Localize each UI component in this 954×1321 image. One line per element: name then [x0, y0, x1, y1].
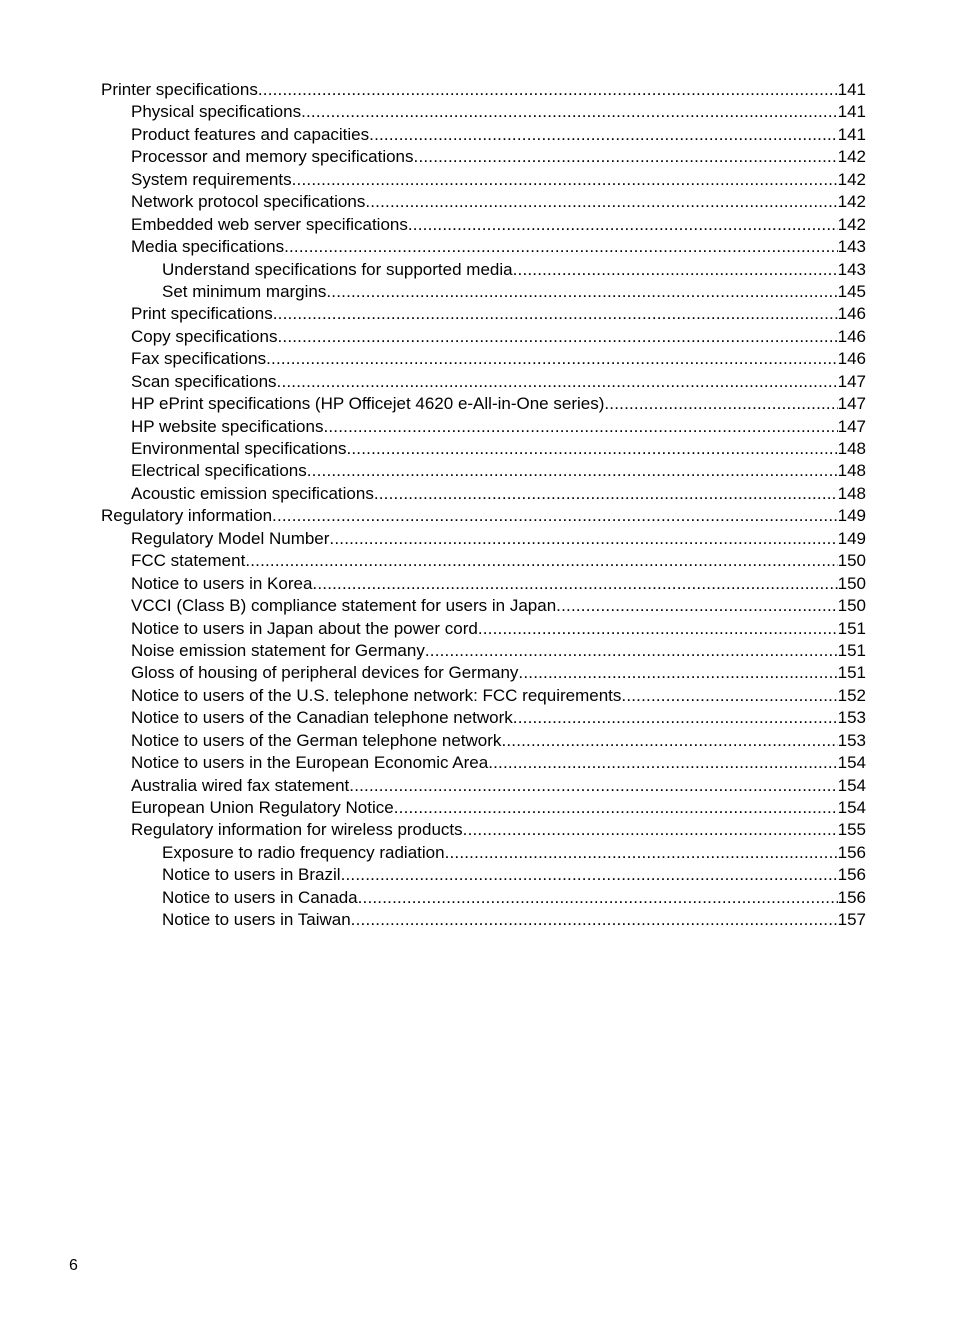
dot-leader	[478, 618, 838, 640]
dot-leader	[323, 416, 837, 438]
toc-entry-title: Physical specifications	[131, 102, 302, 122]
toc-entry-page: 142	[837, 214, 866, 234]
dot-leader	[518, 662, 837, 684]
dot-leader	[307, 460, 838, 482]
toc-entry-title: Notice to users of the German telephone network	[131, 730, 502, 750]
toc-entry-page: 154	[837, 798, 866, 817]
toc-entry[interactable]	[101, 79, 866, 101]
toc-entry-title: Product features and capacities	[131, 124, 370, 144]
dot-leader	[513, 259, 838, 281]
dot-leader	[272, 505, 838, 527]
toc-entry-title: Acoustic emission specifications	[131, 483, 374, 503]
toc-entry[interactable]	[101, 550, 866, 572]
toc-entry-title: Exposure to radio frequency radiation	[162, 842, 445, 862]
dot-leader	[621, 685, 837, 707]
toc-entry[interactable]	[101, 685, 866, 707]
toc-entry[interactable]	[101, 595, 866, 617]
toc-entry-page: 156	[837, 865, 866, 885]
toc-entry-page: 154	[837, 753, 866, 773]
toc-entry[interactable]	[101, 416, 866, 438]
toc-entry-title: Notice to users in Canada	[162, 887, 358, 907]
toc-entry[interactable]	[101, 371, 866, 393]
dot-leader	[374, 483, 838, 505]
toc-entry-title: Gloss of housing of peripheral devices for Germany	[131, 663, 519, 683]
toc-entry[interactable]	[101, 303, 866, 325]
dot-leader	[414, 146, 838, 168]
toc-entry-title: HP website specifications	[131, 416, 324, 436]
toc-entry-page: 151	[837, 618, 866, 638]
toc-entry-page: 141	[837, 102, 866, 122]
toc-entry[interactable]	[101, 438, 866, 460]
toc-entry-page: 150	[837, 596, 866, 616]
toc-entry[interactable]	[101, 797, 866, 819]
toc-entry-page: 142	[837, 192, 866, 212]
dot-leader	[301, 101, 838, 123]
toc-entry-title: HP ePrint specifications (HP Officejet 4620 e-All-in-One series)	[131, 394, 605, 414]
dot-leader	[408, 214, 838, 236]
toc-entry[interactable]	[101, 281, 866, 303]
toc-entry-page: 147	[837, 416, 866, 436]
dot-leader	[245, 550, 837, 572]
page-number: 6	[69, 1257, 78, 1274]
toc-entry[interactable]	[101, 146, 866, 168]
dot-leader	[445, 842, 838, 864]
toc-entry-title: Processor and memory specifications	[131, 147, 414, 167]
dot-leader	[284, 236, 838, 258]
toc-entry-title: Notice to users in Taiwan	[162, 910, 351, 930]
toc-entry[interactable]	[101, 819, 866, 841]
toc-entry-title: Copy specifications	[131, 326, 278, 346]
dot-leader	[358, 887, 838, 909]
toc-entry-page: 149	[837, 528, 866, 548]
toc-entry[interactable]	[101, 752, 866, 774]
toc-entry-title: Notice to users in the European Economic Area	[131, 753, 489, 773]
toc-entry-page: 143	[837, 237, 866, 257]
toc-entry-page: 153	[837, 730, 866, 750]
toc-entry[interactable]	[101, 842, 866, 864]
toc-entry-page: 148	[837, 439, 866, 458]
toc-entry-page: 150	[837, 573, 866, 593]
toc-entry[interactable]	[101, 618, 866, 640]
toc-entry-page: 152	[837, 685, 866, 705]
toc-entry-title: FCC statement	[131, 551, 246, 571]
toc-entry-page: 143	[837, 259, 866, 279]
toc-entry[interactable]	[101, 460, 866, 482]
toc-entry-title: Notice to users in Japan about the power cord	[131, 618, 478, 638]
toc-entry[interactable]	[101, 348, 866, 370]
toc-entry-title: Embedded web server specifications	[131, 214, 408, 234]
toc-entry-page: 146	[837, 349, 866, 369]
toc-entry-page: 147	[837, 394, 866, 414]
toc-entry-page: 155	[837, 820, 866, 840]
toc-entry-page: 148	[837, 461, 866, 481]
toc-entry-page: 141	[837, 80, 866, 99]
toc-entry[interactable]	[101, 730, 866, 752]
toc-entry-title: Printer specifications	[101, 80, 258, 99]
toc-entry[interactable]	[101, 909, 866, 931]
toc-entry-page: 150	[837, 551, 866, 571]
toc-entry[interactable]	[101, 505, 866, 527]
dot-leader	[351, 909, 838, 931]
toc-entry-title: Media specifications	[131, 237, 285, 257]
dot-leader	[463, 819, 838, 841]
dot-leader	[341, 864, 838, 886]
dot-leader	[365, 191, 837, 213]
table-of-contents	[101, 79, 866, 932]
toc-entry[interactable]	[101, 259, 866, 281]
toc-entry-page: 148	[837, 483, 866, 503]
toc-entry-title: Regulatory Model Number	[131, 528, 330, 548]
toc-entry-title: Notice to users of the U.S. telephone network: FCC requirements	[131, 685, 622, 705]
dot-leader	[556, 595, 837, 617]
toc-entry[interactable]	[101, 483, 866, 505]
toc-entry-page: 151	[837, 663, 866, 683]
toc-entry[interactable]	[101, 393, 866, 415]
toc-entry-title: Notice to users in Korea	[131, 573, 313, 593]
toc-entry-title: Regulatory information for wireless products	[131, 820, 463, 840]
toc-entry[interactable]	[101, 124, 866, 146]
dot-leader	[346, 438, 837, 460]
toc-entry-page: 154	[837, 775, 866, 795]
dot-leader	[425, 640, 838, 662]
toc-entry-page: 145	[837, 281, 866, 301]
dot-leader	[266, 348, 838, 370]
toc-entry[interactable]	[101, 169, 866, 191]
toc-entry-page: 157	[837, 910, 866, 930]
toc-entry-page: 146	[837, 304, 866, 324]
toc-entry[interactable]	[101, 101, 866, 123]
toc-entry[interactable]	[101, 775, 866, 797]
dot-leader	[369, 124, 837, 146]
toc-entry[interactable]	[101, 528, 866, 550]
toc-entry-page: 149	[837, 506, 866, 526]
dot-leader	[513, 707, 838, 729]
toc-entry[interactable]	[101, 864, 866, 886]
dot-leader	[349, 775, 837, 797]
toc-entry-title: Environmental specifications	[131, 439, 347, 458]
toc-entry[interactable]	[101, 887, 866, 909]
toc-entry-title: Set minimum margins	[162, 281, 327, 301]
toc-entry[interactable]	[101, 640, 866, 662]
toc-entry[interactable]	[101, 573, 866, 595]
toc-entry-title: Fax specifications	[131, 349, 267, 369]
toc-entry-page: 142	[837, 169, 866, 189]
toc-entry-title: System requirements	[131, 169, 292, 189]
toc-entry-title: Print specifications	[131, 304, 273, 324]
toc-entry-title: Scan specifications	[131, 371, 277, 391]
dot-leader	[329, 528, 837, 550]
toc-entry[interactable]	[101, 326, 866, 348]
toc-entry-page: 147	[837, 371, 866, 391]
toc-entry-title: Notice to users in Brazil	[162, 865, 341, 885]
toc-entry[interactable]	[101, 236, 866, 258]
dot-leader	[273, 303, 838, 325]
toc-entry-title: European Union Regulatory Notice	[131, 798, 394, 817]
toc-entry-title: Electrical specifications	[131, 461, 307, 481]
toc-entry-title: Understand specifications for supported media	[162, 259, 513, 279]
toc-entry[interactable]	[101, 214, 866, 236]
toc-entry-page: 156	[837, 842, 866, 862]
toc-entry-title: VCCI (Class B) compliance statement for users in Japan	[131, 596, 557, 616]
dot-leader	[258, 79, 838, 101]
toc-entry[interactable]	[101, 707, 866, 729]
toc-entry-page: 151	[837, 640, 866, 660]
toc-entry-page: 153	[837, 708, 866, 728]
toc-entry-page: 141	[837, 124, 866, 144]
toc-entry-title: Australia wired fax statement	[131, 775, 350, 795]
toc-entry-title: Network protocol specifications	[131, 192, 366, 212]
dot-leader	[277, 371, 838, 393]
toc-entry-page: 142	[837, 147, 866, 167]
toc-entry-title: Noise emission statement for Germany	[131, 640, 425, 660]
dot-leader	[277, 326, 837, 348]
dot-leader	[501, 730, 837, 752]
dot-leader	[394, 797, 838, 819]
dot-leader	[292, 169, 838, 191]
dot-leader	[312, 573, 837, 595]
dot-leader	[326, 281, 837, 303]
dot-leader	[488, 752, 837, 774]
toc-entry[interactable]	[101, 191, 866, 213]
toc-entry[interactable]	[101, 662, 866, 684]
toc-entry-title: Regulatory information	[101, 506, 273, 526]
toc-entry-title: Notice to users of the Canadian telephone network	[131, 708, 513, 728]
dot-leader	[604, 393, 837, 415]
toc-entry-page: 156	[837, 887, 866, 907]
toc-entry-page: 146	[837, 326, 866, 346]
